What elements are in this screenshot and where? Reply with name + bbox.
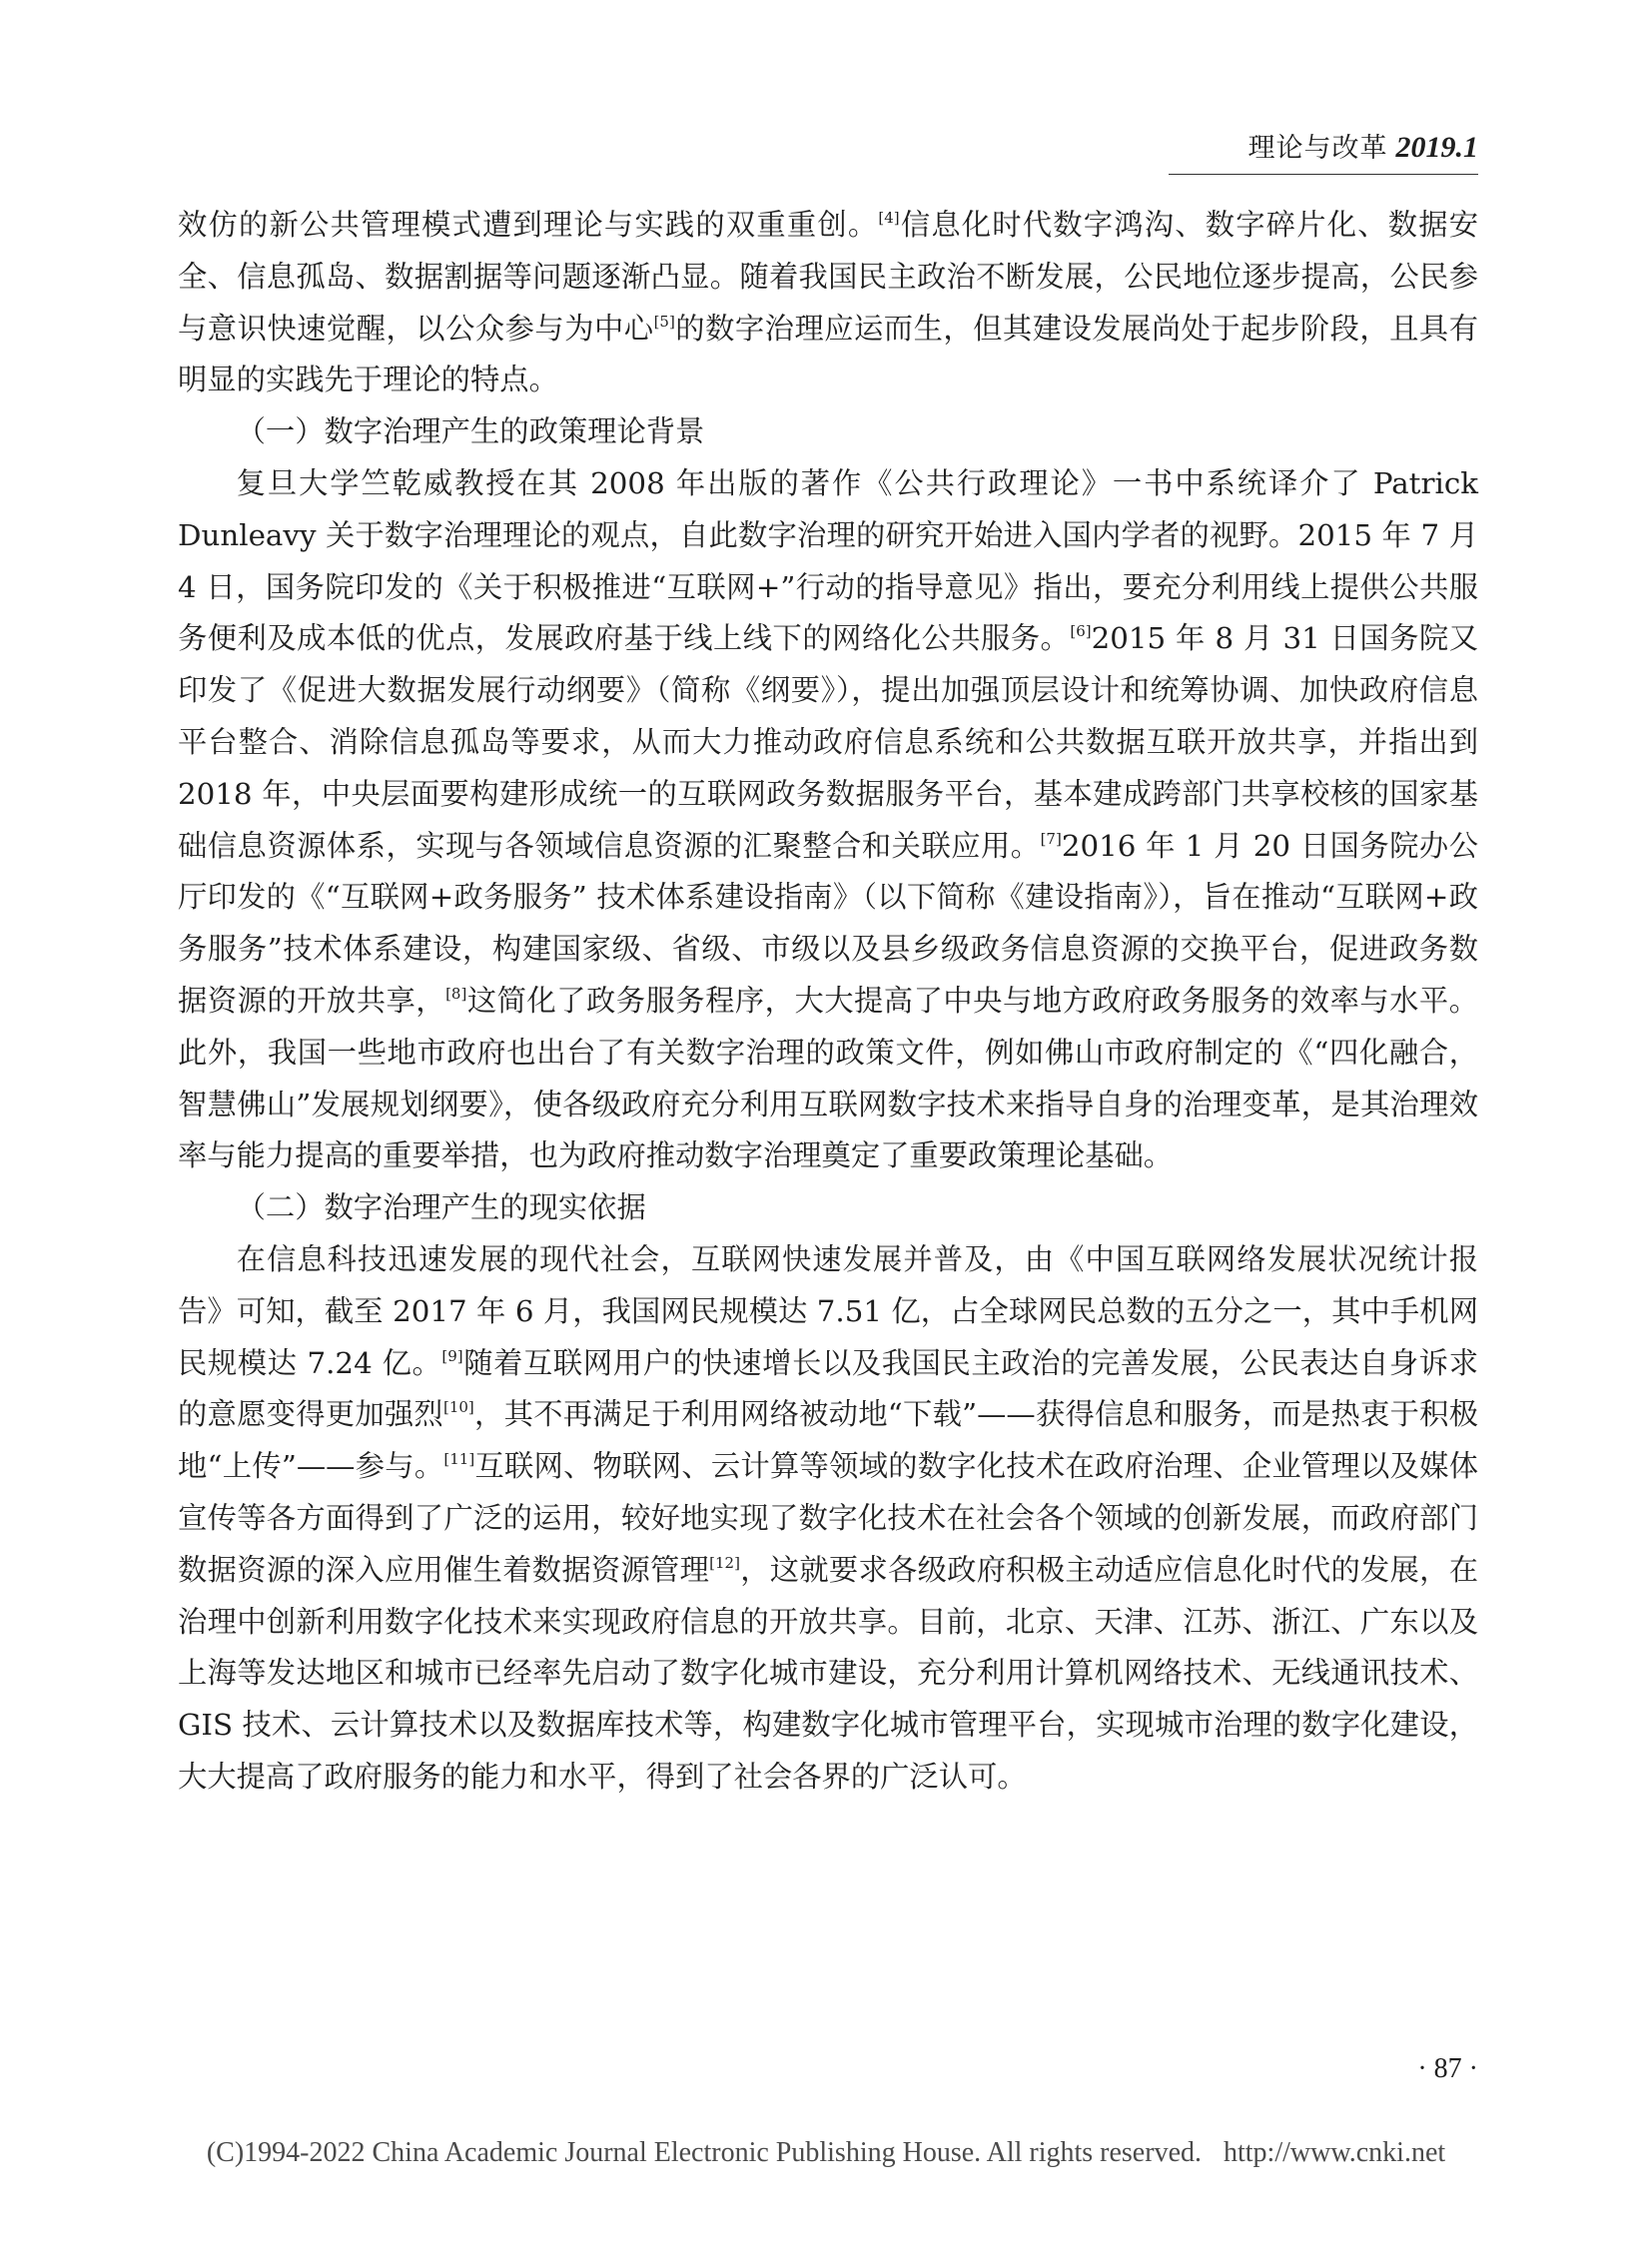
text-run: 2015 年 8 月 31 日国务院又印发了《促进大数据发展行动纲要》（简称《纲要》），提出加强顶层设计和统筹协调、加快政府信息平台整合、消除信息孤岛等要求，从而大力推动政府信息系统和公共数据互联开放共享，并指出到 2018 年，中央层面要构建形成统一的互联网政务数据服务平台，基本建成跨部门共享校核的国家基础信息资源体系，实现与各领域信息资源的汇聚整合和关联应用。 xyxy=(178,621,1479,863)
citation-ref: [12] xyxy=(709,1553,740,1572)
journal-title: 理论与改革 xyxy=(1247,133,1388,164)
citation-ref: [6] xyxy=(1070,622,1092,641)
paragraph-intro xyxy=(178,200,1478,406)
paragraph-policy-background xyxy=(178,458,1478,1182)
text-run: ，这就要求各级政府积极主动适应信息化时代的发展，在治理中创新利用数字化技术来实现政府信息的开放共享。目前，北京、天津、江苏、浙江、广东以及上海等发达地区和城市已经率先启动了数字化城市建设，充分利用计算机网络技术、无线通讯技术、GIS 技术、云计算技术以及数据库技术等，构建数字化城市管理平台，实现城市治理的数字化建设，大大提高了政府服务的能力和水平，得到了社会各界的广泛认可。 xyxy=(178,1552,1479,1794)
copyright-footer xyxy=(0,2137,1652,2169)
text-run: 信息化时代数字鸿沟、数字碎片化、数据安全、信息孤岛、数据割据等问题逐渐凸显。随着我国民主政治不断发展，公民地位逐步提高，公民参与意识快速觉醒，以公众参与为中心 xyxy=(178,208,1479,346)
text-run: ，其不再满足于利用网络被动地“下载”——获得信息和服务，而是热衷于积极地“上传”——参与。 xyxy=(178,1397,1478,1484)
citation-ref: [9] xyxy=(441,1346,463,1365)
text-run: 在信息科技迅速发展的现代社会，互联网快速发展并普及，由《中国互联网络发展状况统计报告》可知，截至 2017 年 6 月，我国网民规模达 7.51 亿，占全球网民总数的五分之一，其中手机网民规模达 7.24 亿。 xyxy=(178,1241,1478,1380)
section-heading-practical-basis: （二）数字治理产生的现实依据 xyxy=(236,1190,646,1225)
citation-ref: [5] xyxy=(653,312,675,331)
page-number: · 87 · xyxy=(1417,2053,1478,2084)
text-run: 互联网、物联网、云计算等领域的数字化技术在政府治理、企业管理以及媒体宣传等各方面得到了广泛的运用，较好地实现了数字化技术在社会各个领域的创新发展，而政府部门数据资源的深入应用催生着数据资源管理 xyxy=(178,1449,1478,1587)
section-heading-policy-background: （一）数字治理产生的政策理论背景 xyxy=(236,414,705,449)
text-run: 复旦大学竺乾威教授在其 2008 年出版的著作《公共行政理论》一书中系统译介了 Patrick Dunleavy 关于数字治理理论的观点，自此数字治理的研究开始进入国内学者的视野。2015 年 7 月 4 日，国务院印发的《关于积极推进“互联网+”行动的指导意见》指出，要充分利用线上提供公共服务便利及成本低的优点，发展政府基于线上线下的网络化公共服务。 xyxy=(178,465,1478,656)
citation-ref: [10] xyxy=(442,1398,474,1417)
footer-url: http://www.cnki.net xyxy=(1224,2137,1446,2168)
citation-ref: [8] xyxy=(445,984,467,1003)
running-header xyxy=(1169,128,1478,175)
text-run: 效仿的新公共管理模式遭到理论与实践的双重重创。 xyxy=(178,208,879,242)
text-run: 的数字治理应运而生，但其建设发展尚处于起步阶段，且具有明显的实践先于理论的特点。 xyxy=(178,311,1479,397)
text-run: 2016 年 1 月 20 日国务院办公厅印发的《“互联网+政务服务” 技术体系建设指南》（以下简称《建设指南》），旨在推动“互联网+政务服务”技术体系建设，构建国家级、省级、市级以及县乡级政务信息资源的交换平台，促进政务数据资源的开放共享， xyxy=(178,828,1478,1018)
paragraph-practical-basis xyxy=(178,1234,1478,1804)
citation-ref: [4] xyxy=(878,209,900,227)
citation-ref: [11] xyxy=(443,1450,475,1469)
article-body xyxy=(178,200,1478,1804)
issue-year: 2019.1 xyxy=(1395,131,1478,164)
copyright-notice: (C)1994-2022 China Academic Journal Electronic Publishing House. All rights reserved. xyxy=(206,2137,1202,2168)
text-run: 这简化了政务服务程序，大大提高了中央与地方政府政务服务的效率与水平。此外，我国一些地市政府也出台了有关数字治理的政策文件，例如佛山市政府制定的《“四化融合，智慧佛山”发展规划纲要》，使各级政府充分利用互联网数字技术来指导自身的治理变革，是其治理效率与能力提高的重要举措，也为政府推动数字治理奠定了重要政策理论基础。 xyxy=(178,983,1479,1173)
text-run: 随着互联网用户的快速增长以及我国民主政治的完善发展，公民表达自身诉求的意愿变得更加强烈 xyxy=(178,1345,1479,1432)
citation-ref: [7] xyxy=(1040,829,1062,848)
